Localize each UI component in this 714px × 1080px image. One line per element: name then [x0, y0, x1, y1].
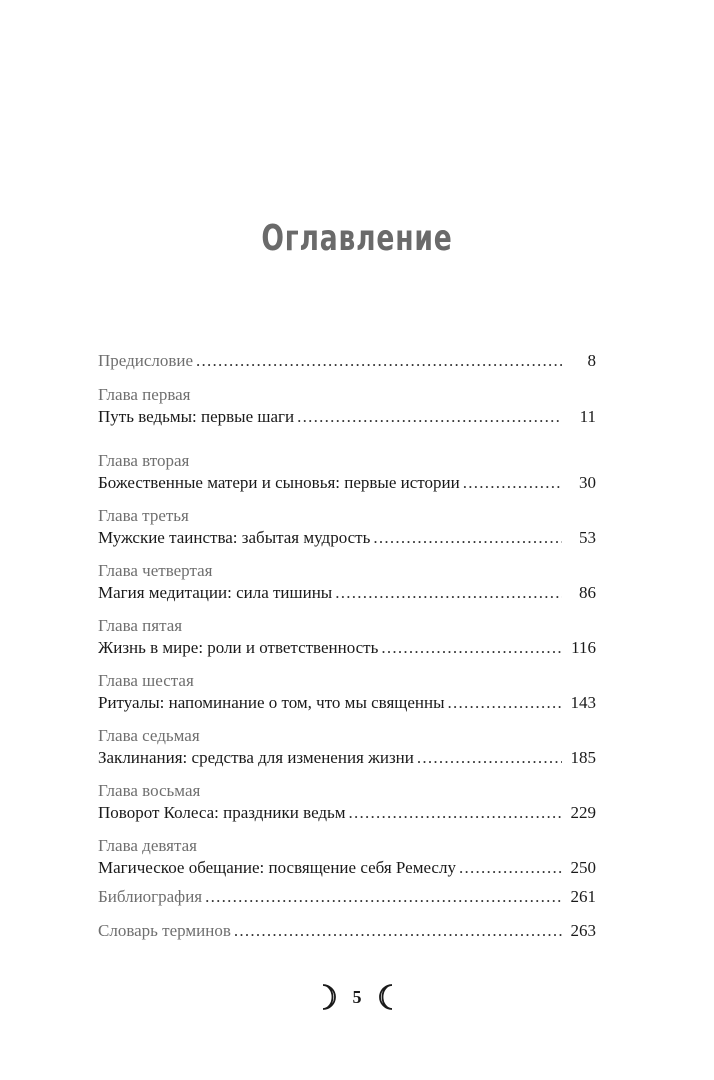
page-number: 5	[352, 986, 362, 1007]
toc-page-number: 11	[579, 407, 596, 426]
chapter-label: Глава первая	[98, 385, 191, 404]
toc-entry[interactable]	[98, 835, 596, 879]
dot-leader	[335, 582, 562, 604]
toc-page-number: 86	[579, 583, 596, 602]
dot-leader	[448, 692, 562, 714]
toc-entry-title: Мужские таинства: забытая мудрость	[98, 528, 371, 547]
table-of-contents	[98, 350, 596, 954]
toc-page-number: 250	[570, 858, 596, 877]
toc-entry-title: Поворот Колеса: праздники ведьм	[98, 803, 346, 822]
chapter-label: Глава вторая	[98, 451, 190, 470]
dot-leader	[297, 406, 562, 428]
toc-entry[interactable]	[98, 780, 596, 824]
chapter-label: Глава пятая	[98, 616, 183, 635]
toc-entry[interactable]	[98, 920, 596, 942]
toc-page-number: 116	[571, 638, 596, 657]
toc-page-number: 229	[570, 803, 596, 822]
toc-entry-title: Магическое обещание: посвящение себя Ремеслу	[98, 858, 456, 877]
toc-entry[interactable]	[98, 725, 596, 769]
dot-leader	[373, 527, 562, 549]
chapter-label: Глава шестая	[98, 671, 194, 690]
waxing-crescent-moon-icon	[317, 983, 339, 1011]
toc-page-number: 30	[579, 473, 596, 492]
dot-leader	[381, 637, 562, 659]
toc-entry-title: Божественные матери и сыновья: первые истории	[98, 473, 460, 492]
dot-leader	[349, 802, 562, 824]
toc-entry-title: Библиография	[98, 887, 203, 906]
chapter-label: Глава четвертая	[98, 561, 213, 580]
toc-entry-title: Жизнь в мире: роли и ответственность	[98, 638, 379, 657]
toc-page-number: 8	[587, 351, 596, 370]
toc-entry-title: Путь ведьмы: первые шаги	[98, 407, 295, 426]
toc-page-number: 263	[570, 921, 596, 940]
toc-entry[interactable]	[98, 670, 596, 714]
chapter-label: Глава седьмая	[98, 726, 200, 745]
dot-leader	[234, 920, 562, 942]
page-footer	[0, 983, 714, 1011]
page-title: Оглавление	[261, 218, 453, 259]
toc-entry[interactable]	[98, 560, 596, 604]
toc-entry-title: Заклинания: средства для изменения жизни	[98, 748, 414, 767]
waning-crescent-moon-icon	[376, 983, 398, 1011]
toc-entry[interactable]	[98, 384, 596, 428]
toc-page-number: 53	[579, 528, 596, 547]
dot-leader	[459, 857, 562, 879]
toc-page-number: 143	[570, 693, 596, 712]
chapter-label: Глава третья	[98, 506, 189, 525]
dot-leader	[417, 747, 562, 769]
dot-leader	[196, 350, 562, 372]
toc-entry-title: Магия медитации: сила тишины	[98, 583, 333, 602]
toc-entry-title: Предисловие	[98, 351, 194, 370]
toc-entry[interactable]	[98, 886, 596, 908]
toc-page-number: 185	[570, 748, 596, 767]
dot-leader	[463, 472, 562, 494]
toc-entry[interactable]	[98, 615, 596, 659]
chapter-label: Глава девятая	[98, 836, 197, 855]
toc-page-number: 261	[570, 887, 596, 906]
toc-entry[interactable]	[98, 505, 596, 549]
toc-entry[interactable]	[98, 350, 596, 372]
toc-entry-title: Словарь терминов	[98, 921, 231, 940]
toc-entry-title: Ритуалы: напоминание о том, что мы священны	[98, 693, 445, 712]
chapter-label: Глава восьмая	[98, 781, 201, 800]
dot-leader	[205, 886, 562, 908]
toc-entry[interactable]	[98, 450, 596, 494]
